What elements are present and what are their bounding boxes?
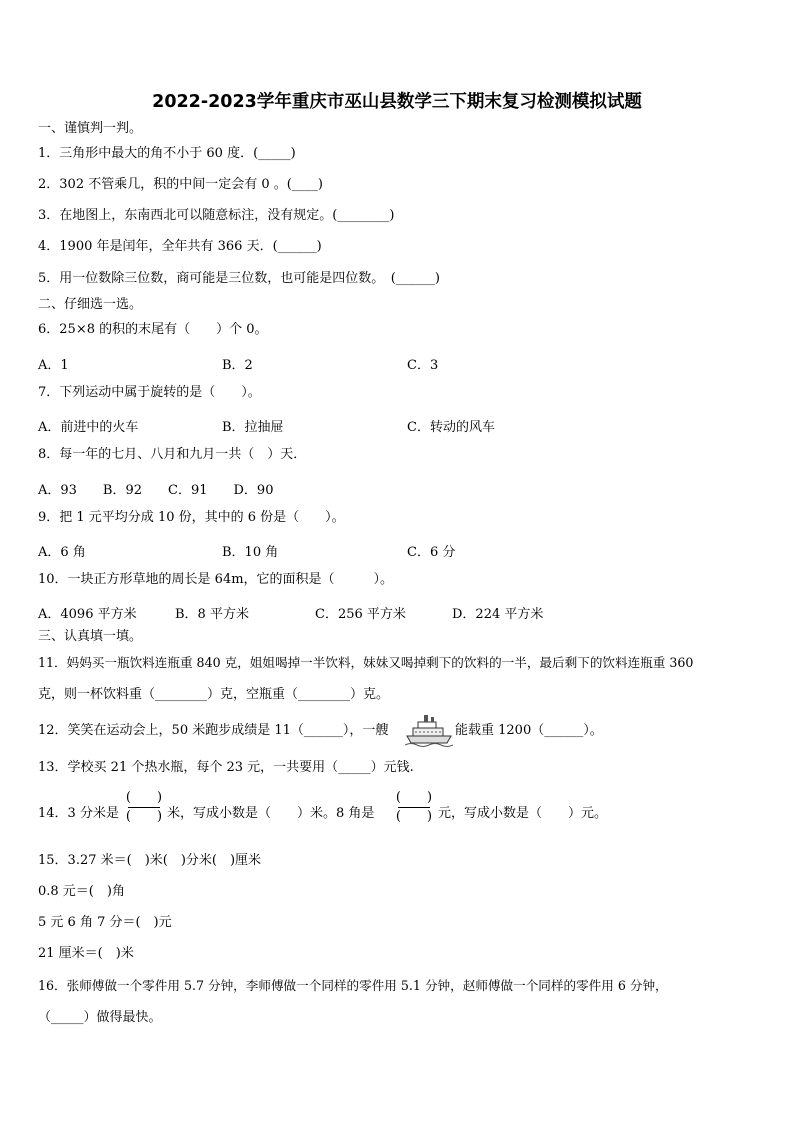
option-10d: D．224 平方米 [452, 607, 544, 622]
option-6c: C．3 [407, 358, 439, 373]
question-11-line-1: 11．妈妈买一瓶饮料连瓶重 840 克，姐姐喝掉一半饮料，妹妹又喝掉剩下的饮料的一半，最后剩下的饮料连瓶重 360 [38, 655, 694, 670]
option-9b: B．10 角 [222, 545, 279, 560]
question-4: 4．1900 年是闰年，全年共有 366 天．(______) [38, 239, 322, 254]
option-9a: A．6 角 [38, 545, 86, 560]
question-16-line-1: 16．张师傅做一个零件用 5.7 分钟，李师傅做一个同样的零件用 5.1 分钟，赵师傅做一个同样的零件用 6 分钟， [38, 978, 668, 993]
question-5: 5．用一位数除三位数，商可能是三位数，也可能是四位数。 (______) [38, 271, 440, 286]
question-6: 6．25×8 的积的末尾有（ ）个 0。 [38, 322, 268, 337]
question-15-line-1: 15．3.27 米＝( )米( )分米( )厘米 [38, 853, 262, 868]
fraction-2-denominator: ( ) [395, 809, 433, 824]
ship-icon [405, 712, 453, 748]
question-14-part-1: 14．3 分米是 [38, 806, 119, 821]
option-7a: A．前进中的火车 [38, 420, 139, 435]
option-10a: A．4096 平方米 [38, 607, 137, 622]
question-12-part-2: 能载重 1200（______）。 [455, 723, 603, 738]
question-1: 1．三角形中最大的角不小于 60 度．(_____) [38, 146, 296, 161]
fraction-1-bar [128, 807, 160, 808]
question-7: 7．下列运动中属于旋转的是（ ）。 [38, 385, 261, 400]
question-15-line-2: 0.8 元＝( )角 [38, 884, 125, 899]
fraction-2 [394, 790, 434, 825]
question-15-line-4: 21 厘米＝( )米 [38, 946, 134, 961]
question-14-part-2: 米，写成小数是（ ）米。8 角是 [167, 806, 375, 821]
option-10b: B．8 平方米 [175, 607, 249, 622]
question-14-part-3: 元，写成小数是（ ）元。 [438, 806, 608, 821]
option-10c: C．256 平方米 [315, 607, 406, 622]
question-13: 13．学校买 21 个热水瓶，每个 23 元，一共要用（_____）元钱. [38, 760, 414, 775]
option-6b: B．2 [222, 358, 253, 373]
question-2: 2．302 不管乘几，积的中间一定会有 0 。(____) [38, 177, 323, 192]
fraction-2-bar [398, 807, 430, 808]
option-6a: A．1 [38, 358, 69, 373]
option-7c: C．转动的风车 [407, 420, 495, 435]
question-12-part-1: 12．笑笑在运动会上，50 米跑步成绩是 11（______），一艘 [38, 723, 389, 738]
question-9: 9．把 1 元平均分成 10 份，其中的 6 份是（ ）。 [38, 510, 345, 525]
section-heading-2: 二、仔细选一选。 [38, 297, 143, 312]
question-10: 10．一块正方形草地的周长是 64m，它的面积是（ ）。 [38, 572, 394, 587]
fraction-1-denominator: ( ) [125, 809, 163, 824]
question-8: 8．每一年的七月、八月和九月一共（ ）天． [38, 447, 307, 462]
fraction-2-numerator: ( ) [395, 790, 433, 805]
section-heading-3: 三、认真填一填。 [38, 629, 143, 644]
page-title: 2022-2023学年重庆市巫山县数学三下期末复习检测模拟试题 [152, 92, 642, 112]
fraction-1-numerator: ( ) [125, 790, 163, 805]
question-3: 3．在地图上，东南西北可以随意标注，没有规定。(________) [38, 208, 395, 223]
section-heading-1: 一、谨慎判一判。 [38, 121, 143, 136]
option-9c: C．6 分 [407, 545, 456, 560]
question-15-line-3: 5 元 6 角 7 分＝( )元 [38, 915, 172, 930]
question-11-line-2: 克，则一杯饮料重（________）克，空瓶重（________）克。 [38, 687, 390, 702]
question-16-line-2: （_____）做得最快。 [38, 1010, 162, 1025]
option-7b: B．拉抽屉 [222, 420, 284, 435]
options-8: A．93 B．92 C．91 D．90 [38, 483, 274, 498]
fraction-1 [124, 790, 164, 825]
